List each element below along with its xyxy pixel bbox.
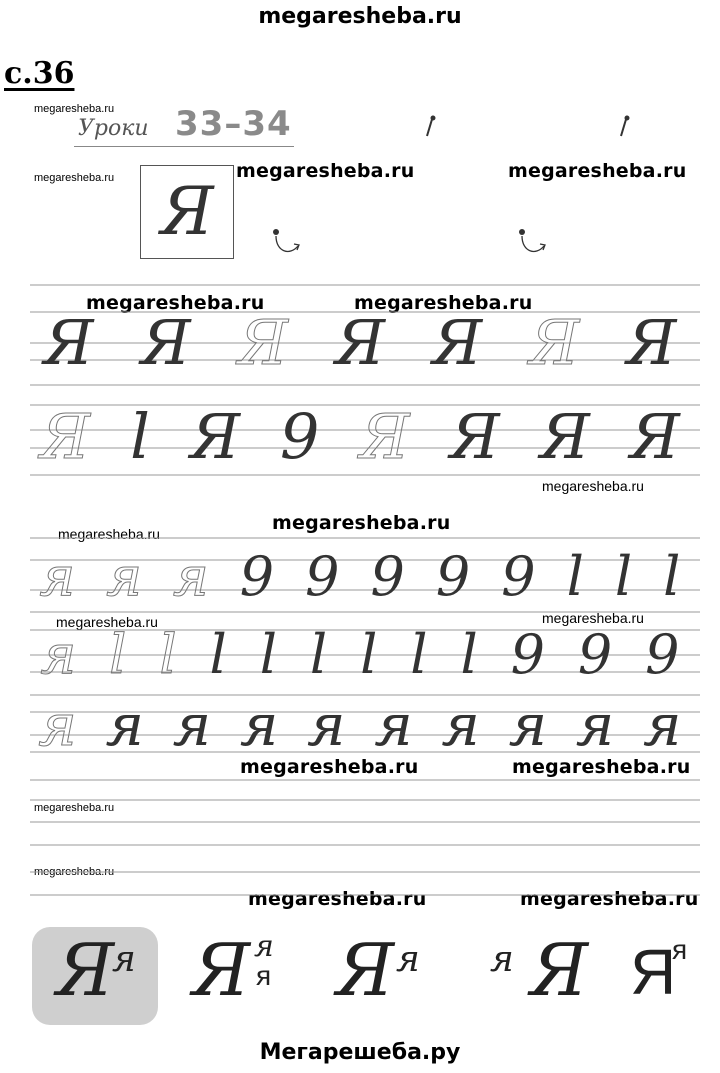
letter-glyph: l [130, 400, 150, 473]
letter-pair-lower: я [396, 939, 420, 980]
letter-pair-print-lower: я [672, 934, 688, 965]
letter-pair-lower: я [254, 929, 274, 964]
letter-glyph: я [643, 691, 682, 759]
lesson-number: 33–34 [175, 104, 292, 144]
letter-pair-lower: я [112, 939, 136, 980]
letter-glyph: Я [43, 306, 94, 379]
letter-glyph-dashed: я [106, 545, 143, 608]
letter-glyph: 9 [305, 545, 340, 608]
writing-row-5 [0, 691, 720, 759]
letter-glyph-dashed: l [159, 623, 177, 686]
writing-row-1 [0, 306, 720, 379]
letter-glyph: я [172, 691, 212, 759]
letter-glyph: Я [539, 400, 590, 473]
watermark-bold: megaresheba.ru [512, 756, 691, 778]
letter-pair-upper: Я [336, 928, 395, 1012]
letter-glyph: я [374, 691, 413, 759]
page-number: с.36 [4, 56, 75, 91]
letter-glyph: 9 [577, 623, 613, 686]
letter-glyph: я [239, 691, 279, 759]
footer-title: Мегарешеба.ру [259, 1040, 461, 1065]
letter-glyph: 9 [435, 545, 471, 608]
letter-glyph: я [105, 691, 144, 759]
watermark-small: megaresheba.ru [34, 866, 115, 878]
watermark-bold: megaresheba.ru [272, 512, 451, 534]
watermark-small: megaresheba.ru [34, 172, 115, 184]
watermark-bold: megaresheba.ru [86, 292, 265, 314]
letter-glyph-dashed: Я [359, 400, 410, 473]
letter-glyph-dashed: l [109, 623, 127, 686]
watermark-mid: megaresheba.ru [542, 610, 644, 626]
watermark-small: megaresheba.ru [34, 103, 115, 115]
letter-glyph: l [614, 545, 633, 608]
letter-glyph: я [575, 691, 615, 759]
letter-glyph: 9 [239, 545, 275, 608]
letter-glyph: l [209, 623, 227, 686]
watermark-bold: megaresheba.ru [248, 888, 427, 910]
letter-glyph-dashed: Я [237, 306, 288, 379]
site-header: megaresheba.ru [258, 4, 462, 29]
letter-glyph: 9 [645, 623, 680, 686]
letter-pair-upper: Я [192, 928, 251, 1012]
letter-glyph-dashed: я [173, 545, 209, 608]
letter-glyph: я [441, 691, 480, 759]
letter-glyph: я [508, 691, 548, 759]
letter-glyph: l [663, 545, 681, 608]
watermark-mid: megaresheba.ru [58, 526, 160, 542]
letter-glyph: l [309, 623, 328, 686]
letter-glyph-dashed: Я [529, 306, 580, 379]
letter-glyph-dashed: я [39, 545, 76, 608]
letter-glyph: я [307, 691, 346, 759]
letter-glyph: l [410, 623, 428, 686]
letter-glyph-dashed: я [40, 623, 77, 686]
sample-letter: Я [160, 173, 214, 250]
letter-glyph: Я [626, 306, 677, 379]
letter-pair-print-lower: я [256, 960, 272, 991]
letter-pair-upper: Я [56, 928, 115, 1012]
letter-glyph: 9 [510, 623, 545, 686]
letter-glyph: Я [449, 400, 500, 473]
watermark-bold: megaresheba.ru [354, 292, 533, 314]
letter-glyph: Я [140, 306, 191, 379]
watermark-mid: megaresheba.ru [542, 478, 644, 494]
letter-glyph: 9 [501, 545, 536, 608]
writing-row-3 [0, 545, 720, 608]
watermark-bold: megaresheba.ru [508, 160, 687, 182]
letter-glyph: Я [189, 400, 241, 473]
letter-glyph: l [460, 623, 478, 686]
watermark-bold: megaresheba.ru [240, 756, 419, 778]
watermark-small: megaresheba.ru [34, 802, 115, 814]
watermark-bold: megaresheba.ru [520, 888, 699, 910]
letter-glyph: Я [629, 400, 680, 473]
letter-glyph: 9 [370, 545, 405, 608]
letter-glyph: Я [432, 306, 483, 379]
letter-glyph-dashed: Я [40, 400, 91, 473]
letter-pair-upper: Я [530, 928, 589, 1012]
lesson-label: Уроки [78, 116, 149, 141]
letter-glyph-dashed: я [38, 691, 77, 759]
letter-glyph: l [566, 545, 584, 608]
letter-glyph: l [360, 623, 378, 686]
letter-glyph: l [259, 623, 277, 686]
letter-glyph: Я [334, 306, 386, 379]
letter-pair-lower: я [490, 939, 514, 980]
letter-pair-print-upper: Я [630, 936, 677, 1008]
writing-row-2 [0, 400, 720, 473]
watermark-mid: megaresheba.ru [56, 614, 158, 630]
letter-glyph: 9 [280, 400, 320, 473]
watermark-bold: megaresheba.ru [236, 160, 415, 182]
writing-row-4 [0, 623, 720, 686]
